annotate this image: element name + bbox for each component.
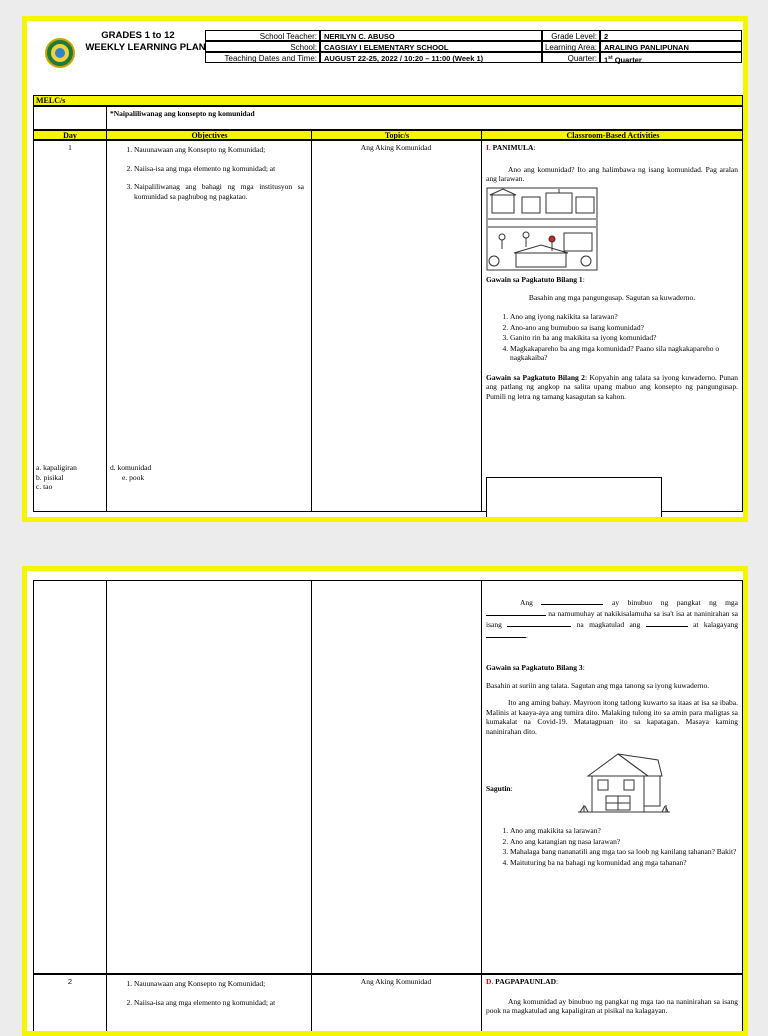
area-label: Learning Area:: [542, 41, 600, 52]
melc-label: MELC/s: [33, 95, 743, 106]
quarter-value: 1st Quarter: [600, 52, 742, 63]
day1-continued-row: [33, 580, 743, 974]
day1-objectives: [110, 145, 304, 210]
intro-text: Ano ang komunidad? Ito ang halimbawa ng isang komunidad. Pag aralan ang larawan.: [486, 164, 738, 183]
gawain1-instruction: Basahin ang mga pangungusap. Sagutan sa kuwaderno.: [528, 292, 696, 302]
page-2: [22, 566, 748, 1036]
question-item: 4. Magkakapareho ba ang mga komunidad? Paano sila nagkakapareho o nagkakaiba?: [510, 344, 738, 363]
day2-activities: [486, 977, 738, 1016]
panimula-heading: I. PANIMULA:: [486, 143, 536, 152]
melc-text: *Naipaliliwanag ang konsepto ng komunidad: [110, 109, 255, 118]
gawain2-text: Gawain sa Pagkatuto Bilang 2: Kopyahin ang talata sa iyong kuwaderno. Punan ang patlang ng angkop na salita upang mabuo ang konsepto ng pangungusap. Pumili ng letra ng tamang kasagutan sa kahon.: [486, 372, 739, 401]
house-illustration: [578, 750, 670, 819]
teacher-label: School Teacher:: [205, 30, 320, 41]
choice-item: d. komunidad: [110, 463, 152, 472]
school-value: CAGSIAY I ELEMENTARY SCHOOL: [320, 41, 542, 52]
gawain3-paragraph: Ito ang aming bahay. Mayroon itong tatlong kuwarto sa itaas at isa sa ibaba. Malinis at kaaya-aya ang tumira dito. Malaking tulong ito sa amin para maligtas sa kumakalat na Covid-19. Matatagpuan ito sa kapatagan. Masaya kaming naninirahan dito.: [486, 698, 738, 736]
objective-item: 2. Naiisa-isa ang mga elemento ng komunidad; at: [134, 998, 304, 1008]
day1-row: [33, 140, 743, 512]
plan-grades: GRADES 1 to 12: [101, 30, 175, 41]
col-objectives: Objectives: [106, 131, 312, 140]
day2-topic: Ang Aking Komunidad: [360, 977, 432, 986]
sagutin-block: [486, 750, 738, 822]
fill-in-paragraph: Ang ay binubuo ng pangkat ng mga na namumuhay at nakikisalamuha sa isa't isa at naninirahan sa isang na magkatulad ang at kalagayang .: [486, 598, 739, 640]
choices-right: [110, 463, 210, 482]
choice-item: a. kapaligiran: [36, 463, 77, 472]
objective-item: 1. Nauunawaan ang Konsepto ng Komunidad;: [134, 979, 304, 989]
objective-item: 2. Naiisa-isa ang mga elemento ng komunidad; at: [134, 164, 304, 174]
day1-activities-continued: [486, 597, 738, 868]
col-activities: Classroom-Based Activities: [481, 131, 744, 140]
pagpapaunlad-heading: D. PAGPAPAUNLAD:: [486, 977, 559, 986]
objective-item: 1. Nauunawaan ang Konsepto ng Komunidad;: [134, 145, 304, 155]
question-item: 2. Ano-ano ang bumubuo sa isang komunidad?: [510, 323, 738, 333]
question-item: 3. Mahalaga bang nananatili ang mga tao sa loob ng kanilang tahanan? Bakit?: [510, 847, 738, 857]
choice-item: e. pook: [122, 472, 145, 482]
question-item: 1. Ano ang makikita sa larawan?: [510, 826, 738, 836]
header-table: [33, 30, 743, 74]
day1-activities: [486, 143, 738, 401]
teacher-value: NERILYN C. ABUSO: [320, 30, 542, 41]
objective-item: 3. Naipaliliwanag ang bahagi ng mga institusyon sa komunidad sa paghubog ng pagkatao.: [134, 182, 304, 201]
area-value: ARALING PANLIPUNAN: [600, 41, 742, 52]
sagutin-heading: Sagutin:: [486, 784, 513, 793]
community-illustration: [486, 187, 738, 274]
table-header: [33, 130, 743, 140]
gawain3-heading: Gawain sa Pagkatuto Bilang 3:: [486, 663, 585, 672]
deped-seal-icon: [41, 38, 79, 68]
question-item: 3. Ganito rin ba ang makikita sa iyong komunidad?: [510, 333, 738, 343]
choices-left: [36, 463, 104, 492]
dates-value: AUGUST 22-25, 2022 / 10:20 – 11:00 (Week 1): [320, 52, 542, 63]
gawain3-instruction: Basahin at suriin ang talata. Sagutan ang mga tanong sa iyong kuwaderno.: [486, 680, 710, 690]
question-item: 2. Ano ang katangian ng nasa larawan?: [510, 837, 738, 847]
dates-label: Teaching Dates and Time:: [205, 52, 320, 63]
day1-number: 1: [68, 143, 72, 152]
choice-item: c. tao: [36, 482, 53, 491]
grade-value: 2: [600, 30, 742, 41]
day2-objectives: [110, 979, 304, 1016]
grade-label: Grade Level:: [542, 30, 600, 41]
gawain1-list: [486, 312, 738, 363]
col-day: Day: [63, 131, 77, 140]
day2-number: 2: [67, 977, 73, 986]
day1-topic: Ang Aking Komunidad: [360, 143, 432, 152]
plan-title: WEEKLY LEARNING PLAN: [85, 42, 206, 53]
school-label: School:: [205, 41, 320, 52]
choice-item: b. pisikal: [36, 472, 64, 482]
answer-box: [486, 477, 662, 522]
melc-row: [33, 106, 743, 130]
quarter-label: Quarter:: [542, 52, 600, 63]
question-item: 4. Maituturing ba na bahagi ng komunidad ang mga tahanan?: [510, 858, 738, 868]
page-1: [22, 16, 748, 522]
sagutin-list: [486, 826, 738, 867]
gawain1-heading: Gawain sa Pagkatuto Bilang 1:: [486, 275, 585, 284]
pagpapaunlad-text: Ang komunidad ay binubuo ng pangkat ng mga tao na naninirahan sa isang pook na magkatulad ang kapaligiran at pisikal na kalagayan.: [486, 996, 738, 1015]
col-topics: Topic/s: [311, 131, 482, 140]
question-item: 1. Ano ang iyong nakikita sa larawan?: [510, 312, 738, 322]
day2-row: [33, 974, 743, 1036]
